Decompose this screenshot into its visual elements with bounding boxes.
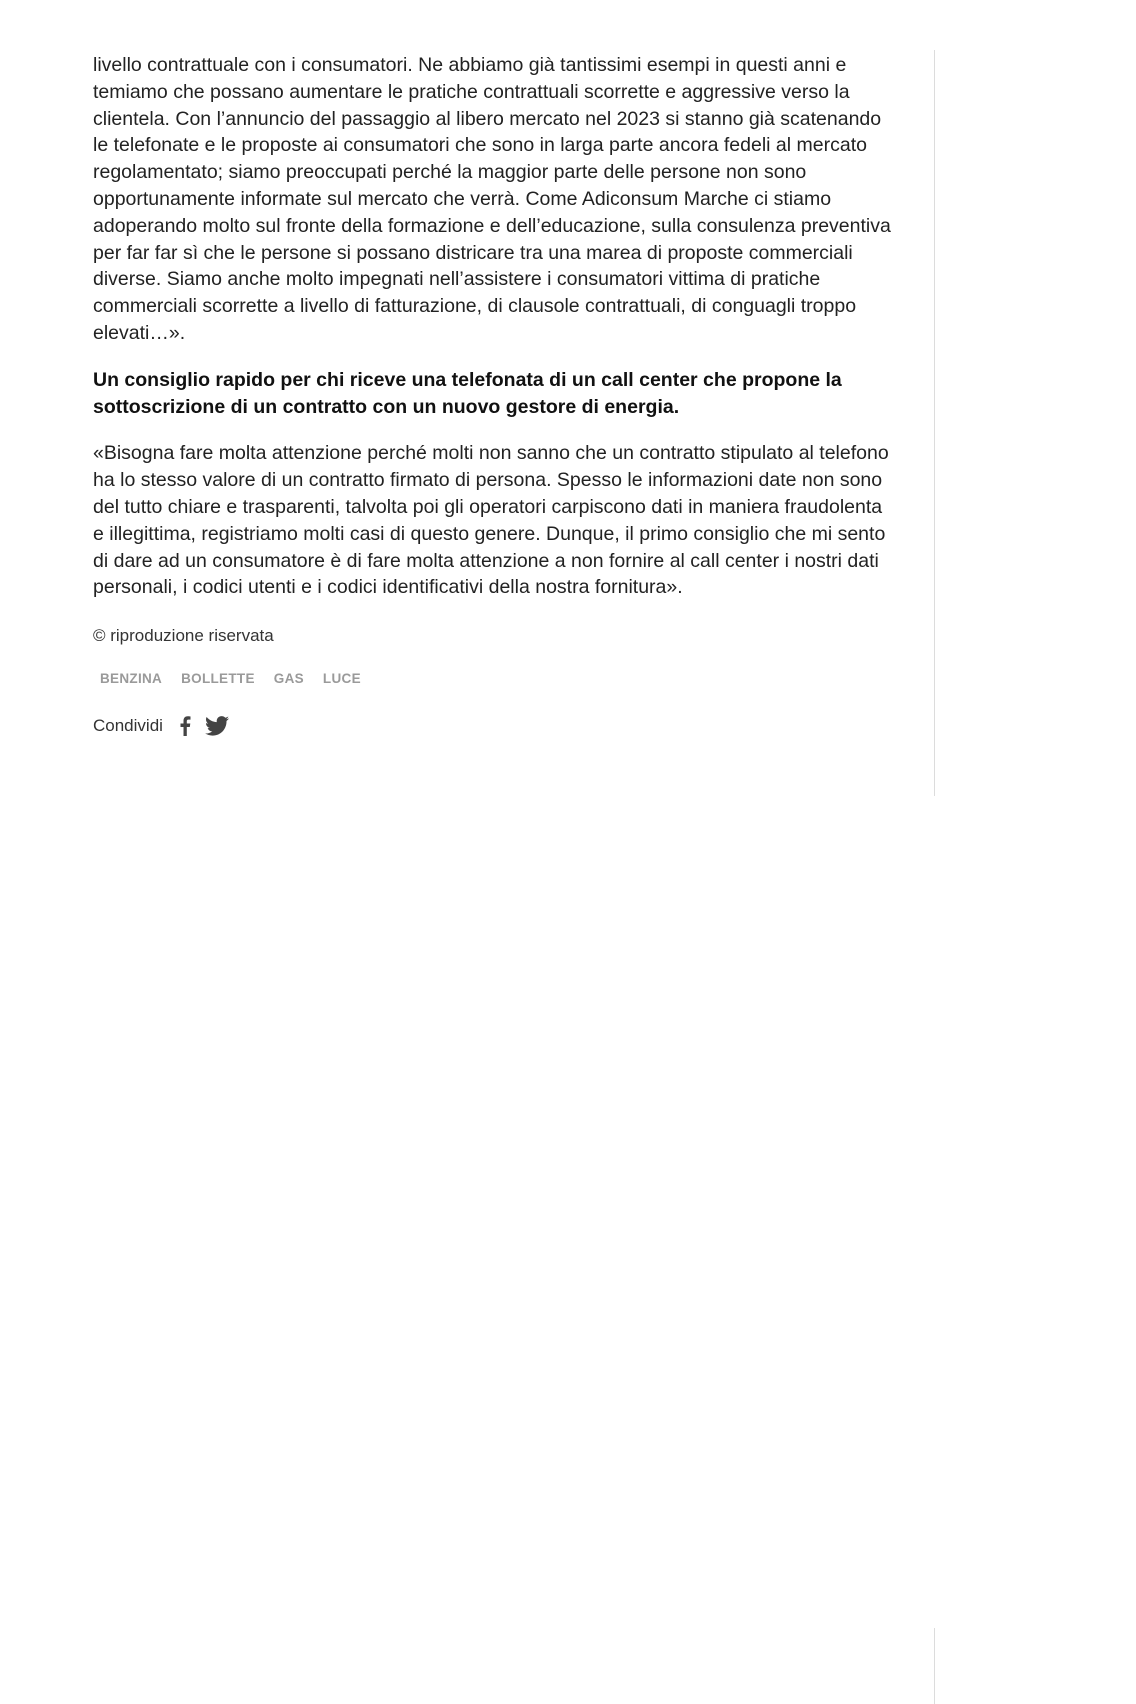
tag-bollette[interactable]: BOLLETTE bbox=[181, 671, 255, 687]
tag-luce[interactable]: LUCE bbox=[322, 671, 361, 687]
tag-benzina[interactable]: BENZINA bbox=[100, 671, 163, 687]
share-label: Condividi bbox=[93, 716, 163, 736]
article-question-heading: Un consiglio rapido per chi riceve una telefonata di un call center che propone la sottoscrizione di un contratto con un nuovo gestore di energia. bbox=[93, 368, 842, 418]
tag-gas[interactable]: GAS bbox=[273, 671, 304, 687]
article-body bbox=[93, 52, 893, 736]
facebook-icon[interactable] bbox=[179, 716, 191, 736]
share-bar bbox=[93, 716, 893, 736]
article-paragraph: «Bisogna fare molta attenzione perché molti non sanno che un contratto stipulato al telefono ha lo stesso valore di un contratto firmato di persona. Spesso le informazioni date non sono del tutto chiare e trasparenti, talvolta poi gli operatori carpiscono dati in maniera fraudolenta e illegittima, registriamo molti casi di questo genere. Dunque, il primo consiglio che mi sento di dare ad un consumatore è di fare molta attenzione a non fornire al call center i nostri dati personali, i codici utenti e i codici identificativi della nostra fornitura». bbox=[93, 442, 889, 599]
sidebar-divider bbox=[934, 50, 935, 796]
twitter-icon[interactable] bbox=[205, 716, 229, 736]
tag-list bbox=[93, 671, 893, 686]
article-paragraph: livello contrattuale con i consumatori. Ne abbiamo già tantissimi esempi in questi anni e temiamo che possano aumentare le pratiche contrattuali scorrette e aggressive verso la clientela. Con l’annuncio del passaggio al libero mercato nel 2023 si stanno già scatenando le telefonate e le proposte ai consumatori che sono in larga parte ancora fedeli al mercato regolamentato; siamo preoccupati perché la maggior parte delle persone non sono opportunamente informate sul mercato che verrà. Come Adiconsum Marche ci stiamo adoperando molto sul fronte della formazione e dell’educazione, sulla consulenza preventiva per far far sì che le persone si possano districare tra una marea di proposte commerciali diverse. Siamo anche molto impegnati nell’assistere i consumatori vittima di pratiche commerciali scorrette a livello di fatturazione, di clausole contrattuali, di conguagli troppo elevati…». bbox=[93, 54, 891, 344]
copyright-notice: © riproduzione riservata bbox=[93, 626, 274, 646]
sidebar-divider bbox=[934, 1628, 935, 1704]
